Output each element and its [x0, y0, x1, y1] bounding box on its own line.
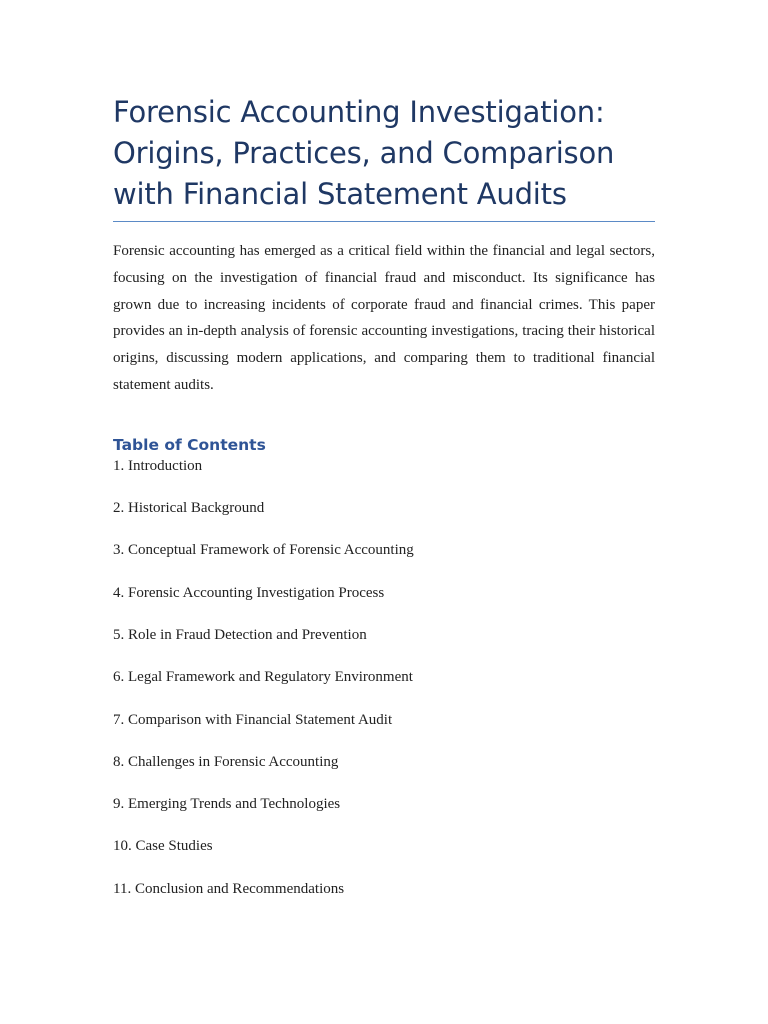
toc-heading: Table of Contents: [113, 435, 266, 454]
toc-item-emerging-trends: 9. Emerging Trends and Technologies: [113, 796, 341, 813]
toc-item-case-studies: 10. Case Studies: [113, 838, 213, 855]
abstract-paragraph: Forensic accounting has emerged as a critical field within the financial and legal sectors, focusing on the investigation of financial fraud and misconduct. Its significance has grown due to increasing incidents of corporate fraud and financial crimes. This paper provides an in-depth analysis of forensic accounting investigations, tracing their historical origins, discussing modern applications, and comparing them to traditional financial statement audits.: [113, 243, 655, 393]
toc-item-investigation-process: 4. Forensic Accounting Investigation Process: [113, 584, 385, 601]
toc-item-fraud-detection: 5. Role in Fraud Detection and Prevention: [113, 626, 367, 643]
toc-item-conclusion: 11. Conclusion and Recommendations: [113, 880, 345, 897]
toc-list: [113, 456, 655, 899]
title-divider: [113, 221, 655, 222]
toc-item-legal-framework: 6. Legal Framework and Regulatory Environment: [113, 669, 413, 686]
toc-item-conceptual-framework: 3. Conceptual Framework of Forensic Accounting: [113, 542, 414, 559]
document-page: [113, 92, 655, 921]
document-title: Forensic Accounting Investigation: Origins, Practices, and Comparison with Financial Statement Audits: [113, 95, 615, 211]
toc-item-historical-background: 2. Historical Background: [113, 500, 265, 517]
toc-item-challenges: 8. Challenges in Forensic Accounting: [113, 753, 339, 770]
toc-item-comparison-audit: 7. Comparison with Financial Statement Audit: [113, 711, 393, 728]
toc-item-introduction: 1. Introduction: [113, 457, 203, 474]
